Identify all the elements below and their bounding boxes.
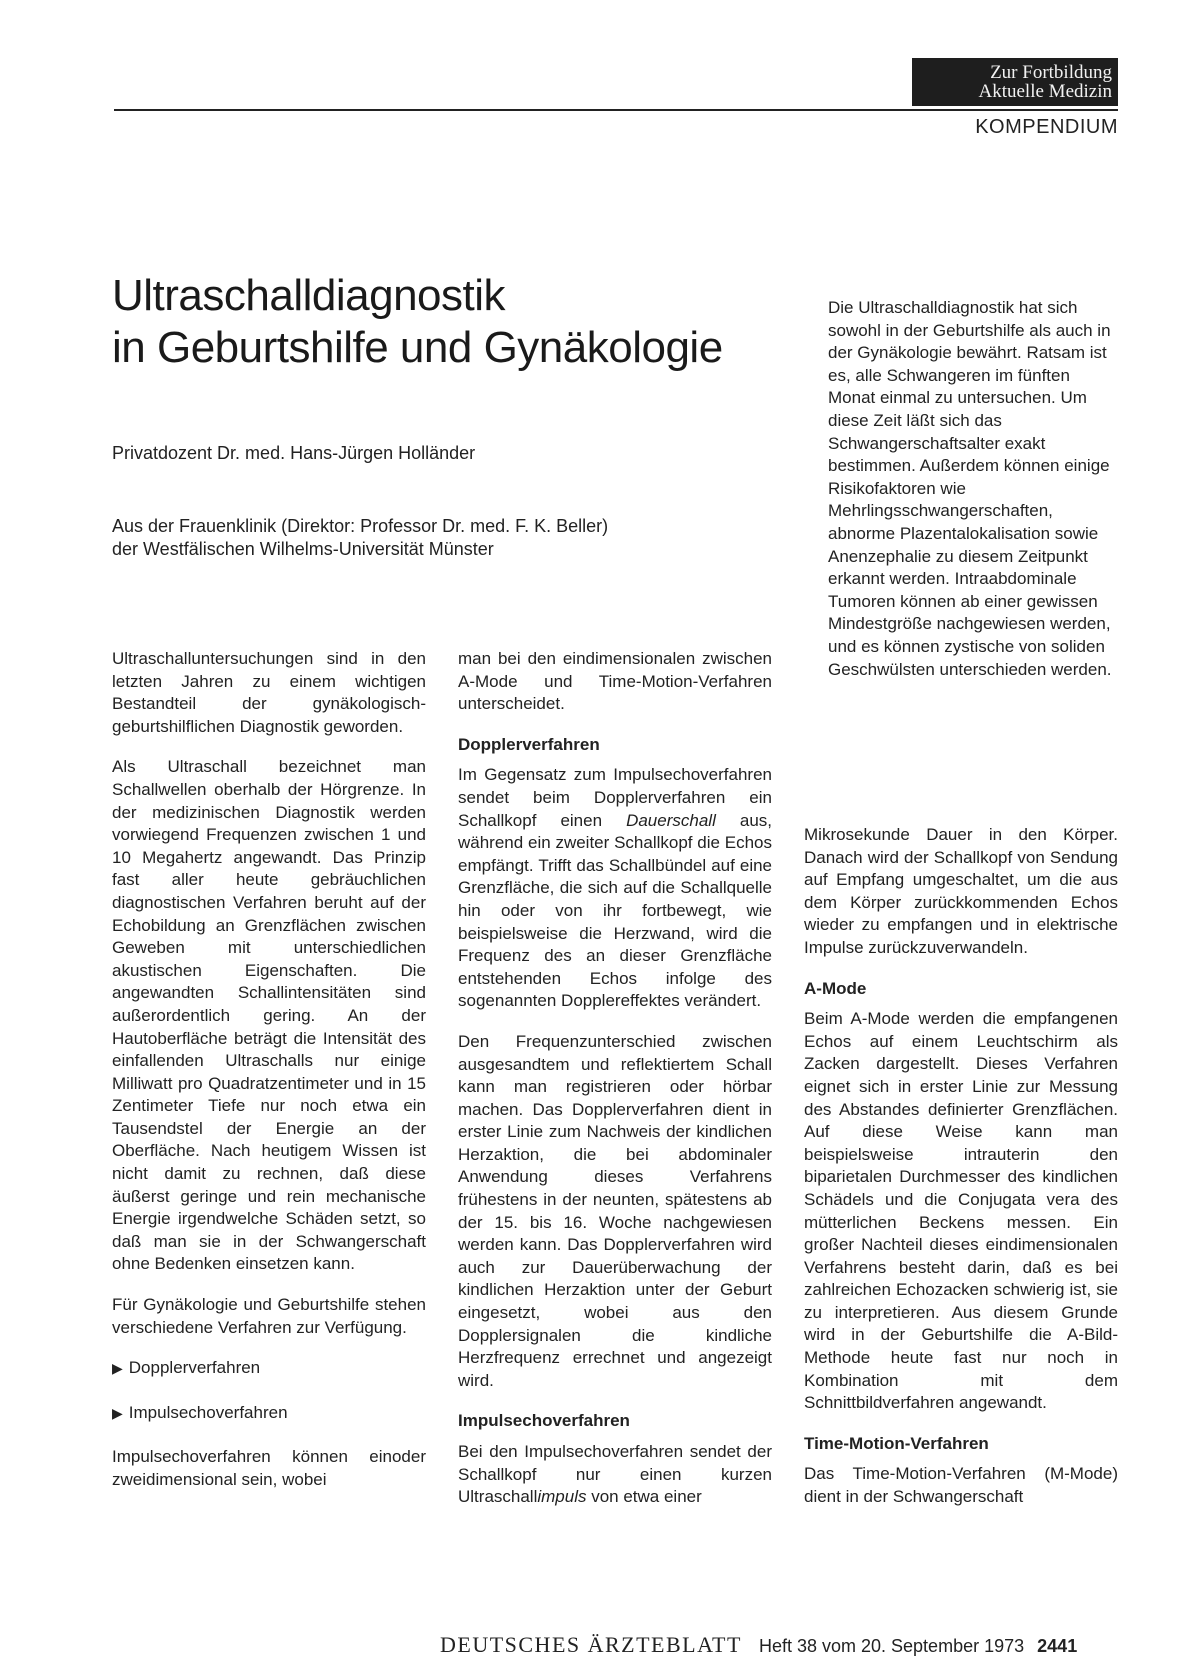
paragraph: Den Frequenzunterschied zwischen ausgesandtem und reflektiertem Schall kann man registrieren oder hörbar machen. Das Dopplerverfahren dient in erster Linie zum Nachweis der kindlichen Herzaktion, die bei abdominaler Anwendung dieses Verfahrens frühestens in der neunten, spätestens ab der 15. bis 16. Woche nachgewiesen werden kann. Das Dopplerverfahren wird auch zur Dauerüberwachung der kindlichen Herzaktion unter der Geburt eingesetzt, wobei aus den Dopplersignalen die kindliche Herzfrequenz errechnet und angezeigt wird. [458,1031,772,1390]
title-line-1: Ultraschalldiagnostik [112,271,506,320]
column-3 [804,824,1118,1527]
lead-paragraph: Die Ultraschalldiagnostik hat sich sowohl in der Geburtshilfe als auch in der Gynäkologie bewährt. Ratsam ist es, alle Schwangeren im fünften Monat einmal zu untersuchen. Um diese Zeit läßt sich das Schwangerschaftsalter exakt bestimmen. Außerdem können einige Risikofaktoren wie Mehrlingsschwangerschaften, abnorme Plazentalokalisation sowie Anenzephalie zu diesem Zeitpunkt erkannt werden. Intraabdominale Tumoren können ab einer gewissen Mindestgröße nachgewiesen werden, und es können zystische von soliden Geschwülsten unterschieden werden. [828,298,1112,679]
paragraph: Impulsechoverfahren können einoder zweidimensional sein, wobei [112,1447,426,1489]
paragraph: man bei den eindimensionalen zwischen A-Mode und Time-Motion-Verfahren unterscheidet. [458,649,772,714]
paragraph: Für Gynäkologie und Geburtshilfe stehen verschiedene Verfahren zur Verfügung. [112,1295,426,1337]
subheading: Dopplerverfahren [458,734,600,754]
journal-name: DEUTSCHES ÄRZTEBLATT [440,1632,742,1657]
paragraph: Als Ultraschall bezeichnet man Schallwellen oberhalb der Hörgrenze. In der medizinischen Diagnostik werden vorwiegend Frequenzen zwischen 1 und 10 Megahertz angewandt. Das Prinzip fast aller heute gebräuchlichen diagnostischen Verfahren beruht auf der Echobildung an Grenzflächen zwischen Geweben mit unterschiedlichen akustischen Eigenschaften. Die angewandten Schallintensitäten sind außerordentlich gering. An der Hautoberfläche beträgt die Intensität des einfallenden Ultraschalls nur einige Milliwatt pro Quadratzentimeter und in 15 Zentimeter Tiefe nur noch etwa ein Tausendstel der Energie an der Oberfläche. Nach heutigem Wissen ist nicht damit zu rechnen, daß diese äußerst geringe und rein mechanische Energie irgendwelche Schäden setzt, so daß man sie in der Schwangerschaft ohne Bedenken einsetzen kann. [112,757,426,1274]
rubric-line-2: Aktuelle Medizin [978,81,1112,102]
article-title [112,270,792,374]
paragraph: Beim A-Mode werden die empfangenen Echos auf einem Leuchtschirm als Zacken dargestellt. Dieses Verfahren eignet sich in erster Linie zur Messung des Abstandes definierter Grenzflächen. Auf diese Weise kann man beispielsweise intrauterin den biparietalen Durchmesser des kindlichen Schädels und die Conjugata vera des mütterlichen Beckens messen. Ein großer Nachteil dieses eindimensionalen Verfahrens besteht darin, daß es bei zahlreichen Echozacken schwierig ist, sie zu interpretieren. Aus diesem Grunde wird in der Geburtshilfe die A-Bild-Methode heute fast nur noch in Kombination mit dem Schnittbildverfahren angewandt. [804,1009,1118,1413]
affiliation [112,515,752,561]
subheading: A-Mode [804,978,867,998]
paragraph: Im Gegensatz zum Impulsechoverfahren sendet beim Dopplerverfahren ein Schallkopf einen Dauerschall aus, während ein zweiter Schallkopf die Echos empfängt. Trifft das Schallbündel auf eine Grenzfläche, die sich auf die Schallquelle hin oder von ihr fortbewegt, wie beispielsweise die Herzwand, wird die Frequenz des an dieser Grenzfläche entstehenden Echos infolge des sogenannten Dopplereffektes verändert. [458,765,772,1011]
column-1 [112,648,426,1510]
column-2 [458,648,772,1527]
author: Privatdozent Dr. med. Hans-Jürgen Holländer [112,443,476,463]
section-label: KOMPENDIUM [975,116,1118,138]
triangle-bullet-icon: ▶ [112,1360,123,1377]
list-item: ▶ Dopplerverfahren [112,1357,426,1380]
paragraph: Bei den Impulsechoverfahren sendet der Schallkopf nur einen kurzen Ultraschallimpuls von etwa einer [458,1442,772,1507]
rubric-line-1: Zur Fortbildung [990,62,1112,83]
affiliation-line-1: Aus der Frauenklinik (Direktor: Professor Dr. med. F. K. Beller) [112,516,609,536]
list-item: ▶ Impulsechoverfahren [112,1402,426,1425]
paragraph: Das Time-Motion-Verfahren (M-Mode) dient in der Schwangerschaft [804,1464,1118,1507]
paragraph: Mikrosekunde Dauer in den Körper. Danach wird der Schallkopf von Sendung auf Empfang umgeschaltet, um die aus dem Körper zurückkommenden Echos wieder zu empfangen und in elektrische Impulse zurückzuverwandeln. [804,825,1118,957]
affiliation-line-2: der Westfälischen Wilhelms-Universität Münster [112,539,494,559]
method-list [112,1357,426,1424]
triangle-bullet-icon: ▶ [112,1404,123,1421]
paragraph: Ultraschalluntersuchungen sind in den letzten Jahren zu einem wichtigen Bestandteil der gynäkologisch-geburtshilflichen Diagnostik geworden. [112,649,426,736]
title-line-2: in Geburtshilfe und Gynäkologie [112,323,723,372]
header-rule [114,109,1118,111]
page-footer [440,1632,1120,1658]
rubric-box [912,58,1118,106]
page-number: 2441 [1037,1636,1078,1656]
subheading: Time-Motion-Verfahren [804,1433,989,1453]
issue-info: Heft 38 vom 20. September 1973 [758,1636,1025,1656]
subheading: Impulsechoverfahren [458,1411,630,1431]
